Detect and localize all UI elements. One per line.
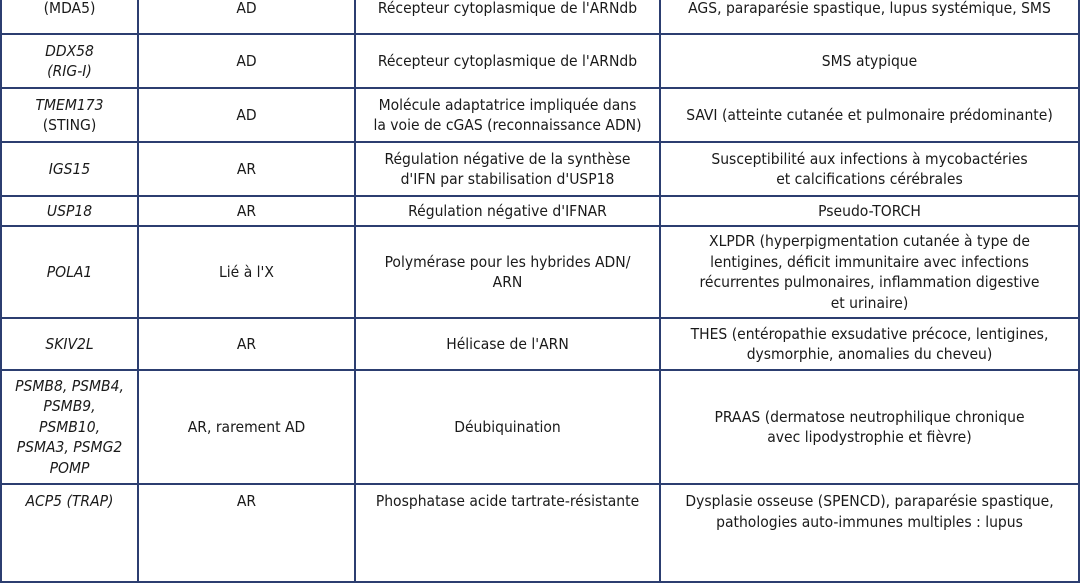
gene-name: DDX58 [45, 41, 94, 60]
phenotype-text: Pseudo-TORCH [818, 201, 921, 220]
phenotype-cell [660, 484, 1079, 582]
gene-cell [1, 34, 138, 88]
gene-name: ACP5 (TRAP) [25, 492, 114, 510]
table-row [1, 142, 1079, 196]
phenotype-text: lentigines, déficit immunitaire avec infections [710, 252, 1029, 271]
table-row [1, 0, 1079, 34]
phenotype-cell [660, 34, 1079, 88]
table-row [1, 370, 1079, 484]
function-cell [355, 0, 660, 34]
gene-name-group [8, 95, 131, 136]
transmission-cell: AD [138, 88, 355, 142]
gene-cell [1, 226, 138, 318]
function-cell [355, 484, 660, 582]
gene-name: PSMA3, PSMG2 [16, 438, 123, 457]
transmission-cell: AR [138, 484, 355, 582]
function-text: Molécule adaptatrice impliquée dans [378, 95, 637, 114]
gene-name: POMP [49, 458, 90, 477]
function-text: d'IFN par stabilisation d'USP18 [400, 170, 615, 188]
phenotype-text: Susceptibilité aux infections à mycobactéries [711, 149, 1028, 168]
phenotype-text: PRAAS (dermatose neutrophilique chronique [714, 407, 1025, 426]
gene-name: PSMB10, [38, 417, 101, 436]
phenotype-cell [660, 88, 1079, 142]
function-cell [355, 142, 660, 196]
gene-name: IGS15 [48, 159, 91, 178]
phenotype-cell [660, 226, 1079, 318]
gene-name: SKIV2L [45, 334, 94, 353]
table-row [1, 196, 1079, 226]
phenotype-cell [660, 370, 1079, 484]
transmission-cell: AR [138, 318, 355, 370]
gene-cell [1, 196, 138, 226]
phenotype-cell [660, 0, 1079, 34]
gene-cell [1, 0, 138, 34]
function-text: Polymérase pour les hybrides ADN/ [384, 252, 631, 271]
gene-name: PSMB9, [43, 397, 96, 416]
gene-cell [1, 318, 138, 370]
phenotype-cell [660, 142, 1079, 196]
function-text: ARN [492, 273, 523, 291]
function-cell [355, 196, 660, 226]
phenotype-text: Dysplasie osseuse (SPENCD), paraparésie spastique, [685, 492, 1054, 510]
gene-cell [1, 142, 138, 196]
table-body [1, 0, 1079, 582]
phenotype-text: AGS, paraparésie spastique, lupus systémique, SMS [688, 0, 1051, 18]
phenotype-text: SMS atypique [821, 51, 918, 70]
function-cell [355, 226, 660, 318]
transmission-cell: AR [138, 142, 355, 196]
function-text: Régulation négative d'IFNAR [408, 201, 607, 220]
function-text: Hélicase de l'ARN [446, 334, 569, 353]
gene-name: (MDA5) [43, 0, 96, 18]
function-text: Récepteur cytoplasmique de l'ARNdb [377, 51, 638, 70]
gene-cell [1, 370, 138, 484]
gene-alias: (STING) [42, 116, 97, 134]
gene-cell [1, 88, 138, 142]
function-text: Phosphatase acide tartrate-résistante [375, 492, 640, 510]
gene-name: POLA1 [46, 262, 93, 281]
phenotype-text: XLPDR (hyperpigmentation cutanée à type de [709, 232, 1030, 250]
function-text: Régulation négative de la synthèse [384, 149, 631, 168]
gene-name: PSMB8, PSMB4, [15, 376, 124, 395]
table-row [1, 318, 1079, 370]
gene-name: (RIG-I) [47, 62, 92, 80]
function-text: la voie de cGAS (reconnaissance ADN) [373, 116, 642, 134]
phenotype-text: et calcifications cérébrales [776, 170, 963, 188]
gene-name: USP18 [46, 201, 93, 220]
function-text: Récepteur cytoplasmique de l'ARNdb [377, 0, 638, 18]
transmission-cell: AD [138, 34, 355, 88]
phenotype-cell [660, 318, 1079, 370]
phenotype-text: SAVI (atteinte cutanée et pulmonaire prédominante) [686, 105, 1053, 124]
function-cell [355, 318, 660, 370]
table-row [1, 34, 1079, 88]
phenotype-cell [660, 196, 1079, 226]
phenotype-text: avec lipodystrophie et fièvre) [767, 428, 972, 446]
phenotype-text: dysmorphie, anomalies du cheveu) [746, 345, 993, 363]
table-row [1, 88, 1079, 142]
gene-name: TMEM173 [35, 95, 104, 114]
phenotype-text: et urinaire) [830, 293, 909, 312]
phenotype-text: THES (entéropathie exsudative précoce, lentigines, [690, 324, 1049, 343]
phenotype-text: pathologies auto-immunes multiples : lupus [716, 512, 1023, 531]
function-text: Déubiquination [454, 417, 561, 436]
table-row [1, 226, 1079, 318]
transmission-cell: Lié à l'X [138, 226, 355, 318]
table-row [1, 484, 1079, 582]
function-cell [355, 370, 660, 484]
gene-cell [1, 484, 138, 582]
phenotype-text: récurrentes pulmonaires, inflammation digestive [699, 273, 1040, 291]
function-cell [355, 88, 660, 142]
function-cell [355, 34, 660, 88]
transmission-cell: AR, rarement AD [138, 370, 355, 484]
transmission-cell: AD [138, 0, 355, 34]
transmission-cell: AR [138, 196, 355, 226]
